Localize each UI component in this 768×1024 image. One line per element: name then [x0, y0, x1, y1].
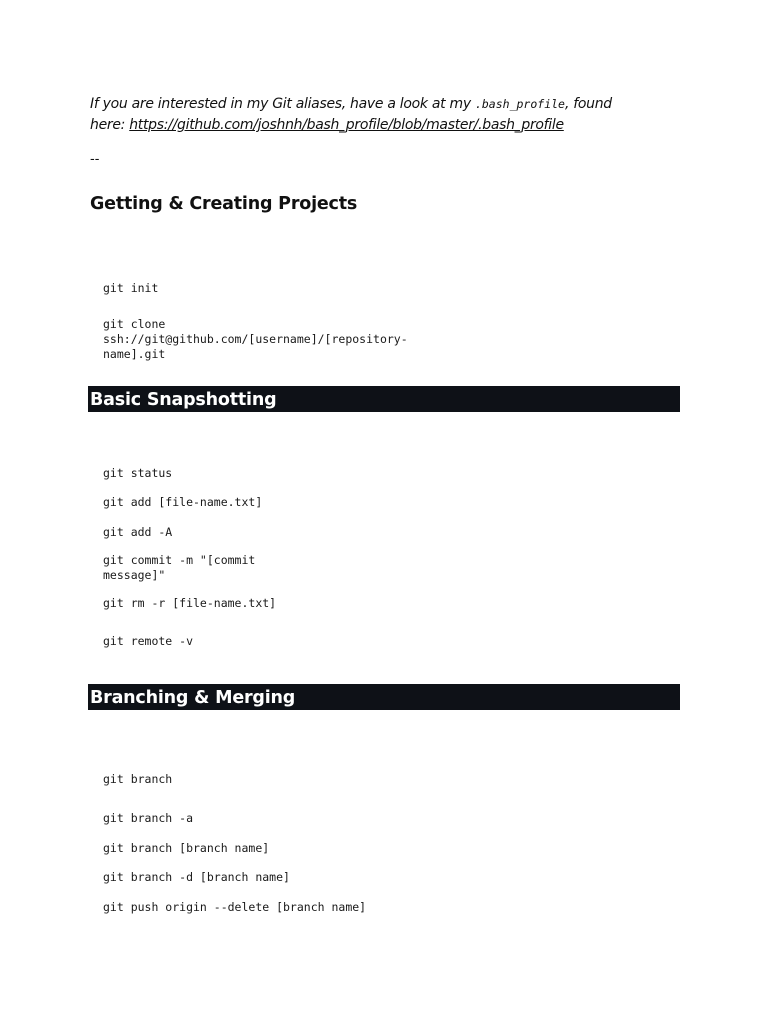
separator: -- [90, 152, 100, 167]
command-git-status: git status [103, 466, 173, 480]
heading-getting-creating-projects: Getting & Creating Projects [90, 194, 358, 214]
intro-paragraph [90, 94, 650, 136]
command-git-add-all: git add -A [103, 525, 173, 539]
command-git-branch-a: git branch -a [103, 811, 194, 825]
command-git-branch: git branch [103, 772, 173, 786]
bash-profile-link[interactable]: https://github.com/joshnh/bash_profile/blob/master/.bash_profile [129, 117, 564, 133]
command-git-rm: git rm -r [file-name.txt] [103, 596, 277, 610]
bash-profile-inline-code: .bash_profile [474, 97, 565, 111]
heading-branching-merging: Branching & Merging [88, 684, 680, 710]
command-git-clone: git clone ssh://git@github.com/[username]/[repository-name].git [103, 317, 408, 361]
intro-text-before: If you are interested in my Git aliases, have a look at my [90, 96, 475, 112]
command-git-branch-delete: git branch -d [branch name] [103, 870, 290, 884]
command-git-remote: git remote -v [103, 634, 194, 648]
command-git-push-delete: git push origin --delete [branch name] [103, 900, 367, 914]
heading-basic-snapshotting: Basic Snapshotting [88, 386, 680, 412]
command-git-commit: git commit -m "[commit message]" [103, 553, 263, 582]
command-git-branch-name: git branch [branch name] [103, 841, 270, 855]
command-git-init: git init [103, 281, 159, 295]
command-git-add-file: git add [file-name.txt] [103, 495, 263, 509]
intro-text-after: , found here: [90, 96, 612, 133]
